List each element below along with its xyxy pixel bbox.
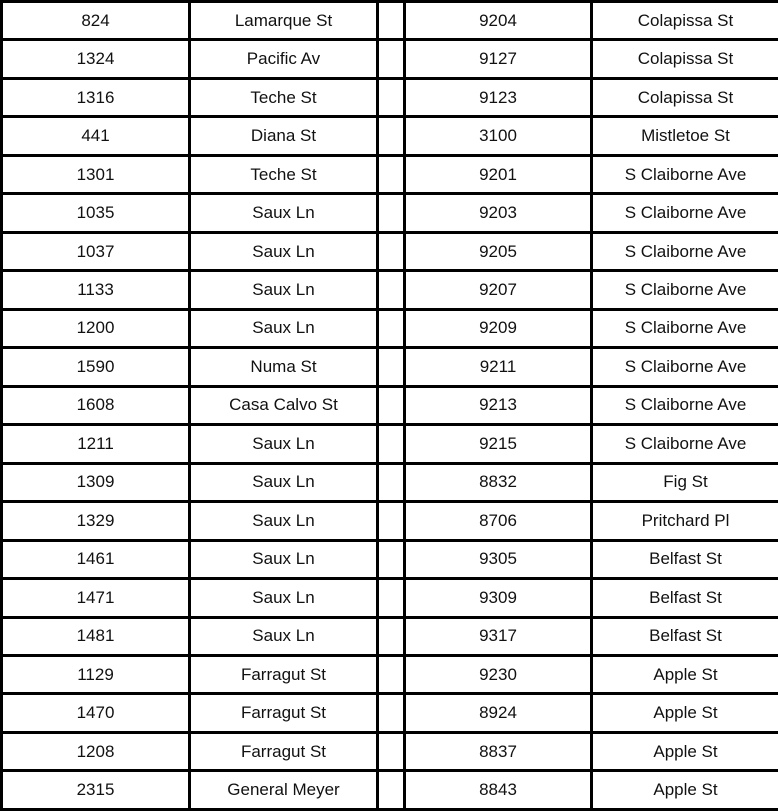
right-house-number-cell: 9123 <box>405 78 592 116</box>
left-street-name-cell: Teche St <box>190 78 378 116</box>
table-row <box>2 463 778 501</box>
right-street-name-cell: S Claiborne Ave <box>592 271 778 309</box>
left-house-number-cell: 1133 <box>2 271 190 309</box>
table-row <box>2 655 778 693</box>
left-street-name-cell: Farragut St <box>190 694 378 732</box>
right-house-number-cell: 8837 <box>405 732 592 770</box>
left-street-name-cell: Saux Ln <box>190 194 378 232</box>
left-house-number-cell: 1200 <box>2 309 190 347</box>
left-house-number-cell: 1211 <box>2 425 190 463</box>
column-gap-cell <box>378 40 405 78</box>
table-row <box>2 425 778 463</box>
right-street-name-cell: Belfast St <box>592 617 778 655</box>
right-house-number-cell: 9203 <box>405 194 592 232</box>
column-gap-cell <box>378 617 405 655</box>
table-row <box>2 78 778 116</box>
column-gap-cell <box>378 540 405 578</box>
left-house-number-cell: 1129 <box>2 655 190 693</box>
column-gap-cell <box>378 655 405 693</box>
left-street-name-cell: Saux Ln <box>190 502 378 540</box>
left-house-number-cell: 1590 <box>2 348 190 386</box>
left-house-number-cell: 1608 <box>2 386 190 424</box>
right-street-name-cell: Apple St <box>592 732 778 770</box>
right-house-number-cell: 3100 <box>405 117 592 155</box>
right-street-name-cell: Colapissa St <box>592 78 778 116</box>
table-row <box>2 309 778 347</box>
table-row <box>2 386 778 424</box>
right-street-name-cell: Belfast St <box>592 540 778 578</box>
left-street-name-cell: Saux Ln <box>190 309 378 347</box>
table-row <box>2 194 778 232</box>
left-house-number-cell: 1208 <box>2 732 190 770</box>
column-gap-cell <box>378 2 405 40</box>
right-street-name-cell: Apple St <box>592 655 778 693</box>
right-street-name-cell: S Claiborne Ave <box>592 194 778 232</box>
table-row <box>2 579 778 617</box>
column-gap-cell <box>378 732 405 770</box>
left-street-name-cell: General Meyer <box>190 771 378 810</box>
address-table-body <box>2 2 778 810</box>
left-street-name-cell: Numa St <box>190 348 378 386</box>
right-house-number-cell: 9317 <box>405 617 592 655</box>
left-street-name-cell: Saux Ln <box>190 425 378 463</box>
table-row <box>2 694 778 732</box>
left-house-number-cell: 1035 <box>2 194 190 232</box>
table-row <box>2 155 778 193</box>
left-house-number-cell: 1470 <box>2 694 190 732</box>
left-street-name-cell: Saux Ln <box>190 579 378 617</box>
left-house-number-cell: 1324 <box>2 40 190 78</box>
left-street-name-cell: Saux Ln <box>190 540 378 578</box>
right-house-number-cell: 8832 <box>405 463 592 501</box>
right-house-number-cell: 9205 <box>405 232 592 270</box>
left-house-number-cell: 2315 <box>2 771 190 810</box>
column-gap-cell <box>378 271 405 309</box>
column-gap-cell <box>378 386 405 424</box>
table-row <box>2 617 778 655</box>
left-house-number-cell: 1471 <box>2 579 190 617</box>
column-gap-cell <box>378 694 405 732</box>
column-gap-cell <box>378 425 405 463</box>
table-row <box>2 540 778 578</box>
column-gap-cell <box>378 194 405 232</box>
left-street-name-cell: Farragut St <box>190 655 378 693</box>
table-row <box>2 502 778 540</box>
column-gap-cell <box>378 579 405 617</box>
right-house-number-cell: 9209 <box>405 309 592 347</box>
right-street-name-cell: S Claiborne Ave <box>592 386 778 424</box>
left-house-number-cell: 1309 <box>2 463 190 501</box>
right-house-number-cell: 9230 <box>405 655 592 693</box>
right-street-name-cell: Apple St <box>592 694 778 732</box>
right-house-number-cell: 8924 <box>405 694 592 732</box>
right-house-number-cell: 9201 <box>405 155 592 193</box>
left-house-number-cell: 1329 <box>2 502 190 540</box>
left-house-number-cell: 1481 <box>2 617 190 655</box>
left-house-number-cell: 1316 <box>2 78 190 116</box>
right-street-name-cell: S Claiborne Ave <box>592 309 778 347</box>
table-row <box>2 732 778 770</box>
left-street-name-cell: Pacific Av <box>190 40 378 78</box>
left-street-name-cell: Saux Ln <box>190 271 378 309</box>
column-gap-cell <box>378 348 405 386</box>
column-gap-cell <box>378 78 405 116</box>
right-street-name-cell: Pritchard Pl <box>592 502 778 540</box>
right-street-name-cell: Apple St <box>592 771 778 810</box>
table-row <box>2 2 778 40</box>
left-house-number-cell: 1037 <box>2 232 190 270</box>
left-house-number-cell: 1301 <box>2 155 190 193</box>
right-street-name-cell: Colapissa St <box>592 40 778 78</box>
left-house-number-cell: 441 <box>2 117 190 155</box>
table-row <box>2 117 778 155</box>
left-house-number-cell: 824 <box>2 2 190 40</box>
right-house-number-cell: 8706 <box>405 502 592 540</box>
right-house-number-cell: 9127 <box>405 40 592 78</box>
left-street-name-cell: Saux Ln <box>190 617 378 655</box>
right-house-number-cell: 9204 <box>405 2 592 40</box>
right-house-number-cell: 9305 <box>405 540 592 578</box>
table-row <box>2 232 778 270</box>
right-house-number-cell: 9309 <box>405 579 592 617</box>
table-row <box>2 348 778 386</box>
right-house-number-cell: 9211 <box>405 348 592 386</box>
right-street-name-cell: Belfast St <box>592 579 778 617</box>
right-street-name-cell: S Claiborne Ave <box>592 155 778 193</box>
right-street-name-cell: S Claiborne Ave <box>592 232 778 270</box>
left-street-name-cell: Lamarque St <box>190 2 378 40</box>
left-street-name-cell: Casa Calvo St <box>190 386 378 424</box>
right-house-number-cell: 9213 <box>405 386 592 424</box>
right-street-name-cell: S Claiborne Ave <box>592 425 778 463</box>
left-street-name-cell: Saux Ln <box>190 232 378 270</box>
column-gap-cell <box>378 232 405 270</box>
table-row <box>2 271 778 309</box>
left-street-name-cell: Teche St <box>190 155 378 193</box>
table-row <box>2 771 778 810</box>
right-street-name-cell: Colapissa St <box>592 2 778 40</box>
table-row <box>2 40 778 78</box>
column-gap-cell <box>378 117 405 155</box>
right-street-name-cell: Fig St <box>592 463 778 501</box>
left-street-name-cell: Diana St <box>190 117 378 155</box>
column-gap-cell <box>378 155 405 193</box>
column-gap-cell <box>378 502 405 540</box>
right-street-name-cell: S Claiborne Ave <box>592 348 778 386</box>
column-gap-cell <box>378 309 405 347</box>
right-house-number-cell: 9215 <box>405 425 592 463</box>
left-house-number-cell: 1461 <box>2 540 190 578</box>
column-gap-cell <box>378 771 405 810</box>
left-street-name-cell: Saux Ln <box>190 463 378 501</box>
left-street-name-cell: Farragut St <box>190 732 378 770</box>
right-house-number-cell: 8843 <box>405 771 592 810</box>
column-gap-cell <box>378 463 405 501</box>
right-house-number-cell: 9207 <box>405 271 592 309</box>
right-street-name-cell: Mistletoe St <box>592 117 778 155</box>
